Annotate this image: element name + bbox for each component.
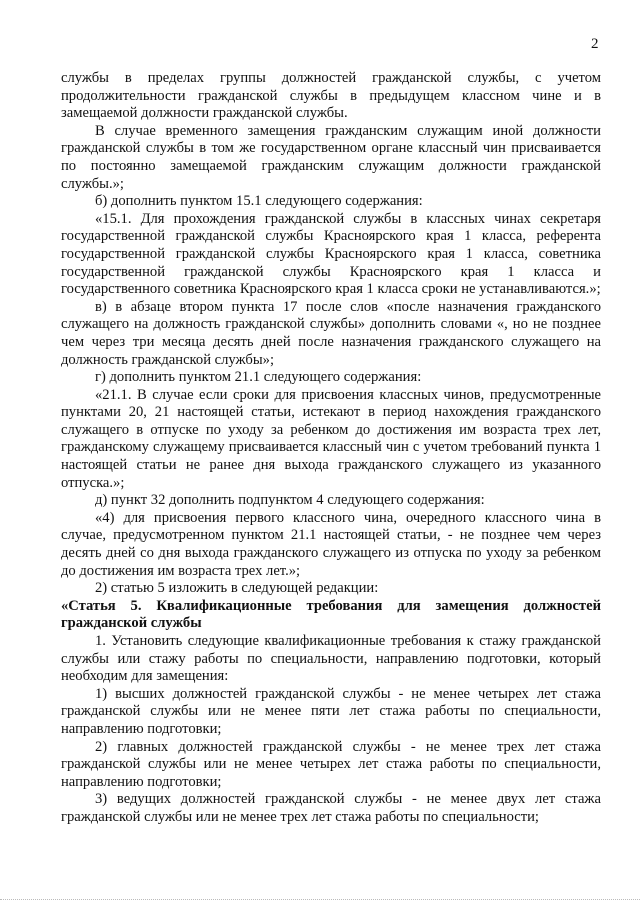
page-number: 2 [591,36,599,52]
paragraph-item-v: в) в абзаце втором пункта 17 после слов «после назначения гражданского служащего на должность гражданской службы» дополнить словами «, но не позднее чем через три месяца десять дней после назначения гражданского служащего на должность гражданской службы»; [61,298,601,368]
paragraph-requirement-2: 2) главных должностей гражданской службы - не менее трех лет стажа гражданской службы или не менее четырех лет стажа работы по специальности, направлению подготовки; [61,738,601,790]
paragraph-point-21-1: «21.1. В случае если сроки для присвоения классных чинов, предусмотренные пунктами 20, 21 настоящей статьи, истекают в период нахождения гражданского служащего в отпуске по уходу за ребенком до достижения им возраста трех лет, гражданскому служащему присваивается классный чин с учетом требований пункта 1 настоящей статьи не ранее дня выхода гражданского служащего из указанного отпуска.»; [61,386,601,491]
article-5-heading: «Статья 5. Квалификационные требования для замещения должностей гражданской службы [61,597,601,632]
paragraph-requirement-1: 1) высших должностей гражданской службы - не менее четырех лет стажа гражданской службы или не менее пяти лет стажа работы по специальности, направлению подготовки; [61,685,601,737]
document-body [61,70,601,827]
paragraph-article-5-point-1: 1. Установить следующие квалификационные требования к стажу гражданской службы или стажу работы по специальности, направлению подготовки, который необходим для замещения: [61,633,601,685]
paragraph-subpoint-4: «4) для присвоения первого классного чина, очередного классного чина в случае, предусмотренном пунктом 21.1 настоящей статьи, - не позднее чем через десять дней со дня выхода гражданского служащего из отпуска по уходу за ребенком до достижения им возраста трех лет.»; [61,509,601,579]
paragraph-item-g: г) дополнить пунктом 21.1 следующего содержания: [95,369,422,386]
paragraph-continuation: службы в пределах группы должностей гражданской службы, с учетом продолжительности гражданской службы в предыдущем классном чине и в замещаемой должности гражданской службы. [61,70,601,122]
paragraph-point-15-1: «15.1. Для прохождения гражданской службы в классных чинах секретаря государственной гражданской службы Красноярского края 1 класса, референта государственной гражданской службы Красноярского края 1 класса, советника государственной гражданской службы Красноярского края 1 класса и государственного советника Красноярского края 1 класса сроки не устанавливаются.»; [61,210,601,298]
paragraph-item-2: 2) статью 5 изложить в следующей редакции: [95,580,379,597]
footer-divider [0,899,640,901]
paragraph-requirement-3: 3) ведущих должностей гражданской службы - не менее двух лет стажа гражданской службы или не менее трех лет стажа работы по специальности; [61,791,601,825]
paragraph-temporary-replacement: В случае временного замещения гражданским служащим иной должности гражданской службы в том же государственном органе классный чин присваивается по постоянно замещаемой гражданским служащим должности гражданской службы.»; [61,122,601,192]
paragraph-item-b: б) дополнить пунктом 15.1 следующего содержания: [95,193,423,210]
paragraph-item-d: д) пункт 32 дополнить подпунктом 4 следующего содержания: [95,492,485,509]
